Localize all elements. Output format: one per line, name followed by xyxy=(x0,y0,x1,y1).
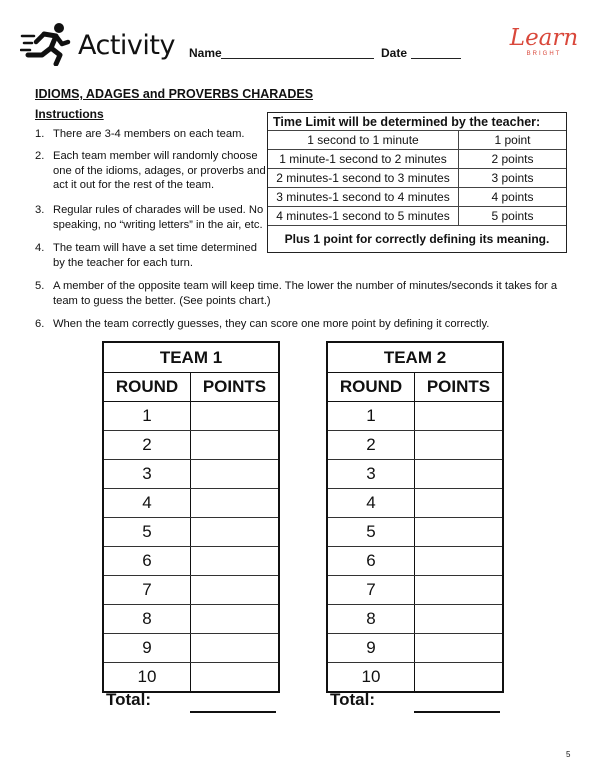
points-header: POINTS xyxy=(202,377,267,396)
time-limit-heading: Time Limit will be determined by the teacher: xyxy=(268,113,566,131)
instruction-text: team to guess the better. (See points chart.) xyxy=(53,294,271,307)
time-range: 3 minutes-1 second to 4 minutes xyxy=(268,188,459,206)
table-row xyxy=(328,547,502,576)
table-row xyxy=(328,605,502,634)
logo-word: Learn xyxy=(509,25,579,51)
instruction-text: Regular rules of charades will be used. No xyxy=(53,204,264,216)
points-cell[interactable] xyxy=(191,489,278,517)
round-number: 5 xyxy=(328,518,415,546)
time-range: 2 minutes-1 second to 3 minutes xyxy=(268,169,459,187)
points-value: 4 points xyxy=(491,190,534,204)
points-cell[interactable] xyxy=(415,663,502,691)
table-row xyxy=(268,150,566,169)
points-cell[interactable] xyxy=(415,489,502,517)
table-row xyxy=(104,518,278,547)
round-header: ROUND xyxy=(328,373,415,401)
instruction-text: act it out for the rest of the team. xyxy=(53,179,215,191)
table-row xyxy=(104,634,278,663)
instruction-item-6 xyxy=(35,317,580,333)
instruction-text: one of the idioms, adages, or proverbs and xyxy=(53,164,266,177)
points-cell[interactable] xyxy=(191,605,278,633)
instruction-text: speaking, no “writing letters” in the air, etc. xyxy=(53,218,263,231)
points-value: 3 points xyxy=(491,171,534,185)
round-number: 3 xyxy=(328,460,415,488)
team-2-score-table xyxy=(326,341,504,693)
table-row xyxy=(328,518,502,547)
instruction-number: 2. xyxy=(35,150,45,162)
instruction-number: 3. xyxy=(35,204,45,216)
points-cell[interactable] xyxy=(415,431,502,459)
instruction-item-2 xyxy=(35,149,270,197)
bonus-point-note: Plus 1 point for correctly defining its meaning. xyxy=(284,232,550,246)
instruction-number: 4. xyxy=(35,242,45,254)
instruction-item-3 xyxy=(35,203,275,235)
points-cell[interactable] xyxy=(415,576,502,604)
round-number: 9 xyxy=(328,634,415,662)
table-row xyxy=(268,169,566,188)
points-header: POINTS xyxy=(426,377,491,396)
time-limit-table xyxy=(267,112,567,253)
table-row xyxy=(104,489,278,518)
activity-title: Activity xyxy=(78,30,175,61)
table-row xyxy=(104,402,278,431)
table-row xyxy=(268,131,566,150)
table-row xyxy=(104,547,278,576)
score-header-row xyxy=(328,373,502,402)
team-title: TEAM 2 xyxy=(328,343,502,373)
points-cell[interactable] xyxy=(191,576,278,604)
round-number: 5 xyxy=(104,518,191,546)
points-cell[interactable] xyxy=(191,547,278,575)
round-number: 1 xyxy=(104,402,191,430)
round-number: 2 xyxy=(328,431,415,459)
round-number: 10 xyxy=(104,663,191,691)
points-value: 2 points xyxy=(491,152,534,166)
team-2-total-label: Total: xyxy=(330,690,376,709)
table-row xyxy=(328,489,502,518)
points-cell[interactable] xyxy=(415,634,502,662)
table-row xyxy=(328,431,502,460)
points-value: 5 points xyxy=(491,209,534,223)
page-title: IDIOMS, ADAGES and PROVERBS CHARADES xyxy=(35,87,314,101)
table-row xyxy=(328,576,502,605)
learn-bright-logo xyxy=(508,26,580,57)
team-1-total-label: Total: xyxy=(106,690,152,709)
table-row xyxy=(268,188,566,207)
instruction-number: 5. xyxy=(35,280,45,292)
round-number: 6 xyxy=(328,547,415,575)
points-value: 1 point xyxy=(494,133,531,147)
table-row xyxy=(104,663,278,691)
points-cell[interactable] xyxy=(191,634,278,662)
points-cell[interactable] xyxy=(191,402,278,430)
instruction-text: A member of the opposite team will keep time. The lower the number of minutes/seconds it takes for a xyxy=(53,280,558,292)
points-cell[interactable] xyxy=(191,663,278,691)
team-1-score-table xyxy=(102,341,280,693)
runner-icon xyxy=(20,22,72,66)
points-cell[interactable] xyxy=(191,431,278,459)
instruction-text: Each team member will randomly choose xyxy=(53,150,258,162)
page-number: 5 xyxy=(566,750,571,759)
logo-subtext: BRIGHT xyxy=(526,51,562,57)
instruction-item-1 xyxy=(35,127,265,143)
instruction-text: There are 3-4 members on each team. xyxy=(53,128,245,140)
round-number: 2 xyxy=(104,431,191,459)
round-number: 3 xyxy=(104,460,191,488)
round-number: 6 xyxy=(104,547,191,575)
round-number: 7 xyxy=(104,576,191,604)
instruction-item-5 xyxy=(35,279,580,311)
instruction-number: 1. xyxy=(35,128,45,140)
points-cell[interactable] xyxy=(191,518,278,546)
team-1-total-blank[interactable] xyxy=(190,711,276,713)
instruction-text: by the teacher for each turn. xyxy=(53,256,193,269)
round-number: 8 xyxy=(104,605,191,633)
time-range: 1 second to 1 minute xyxy=(268,131,459,149)
table-row xyxy=(104,576,278,605)
round-number: 4 xyxy=(328,489,415,517)
instruction-text: When the team correctly guesses, they can score one more point by defining it correctly. xyxy=(53,318,490,330)
instructions-heading: Instructions xyxy=(35,107,104,121)
team-title: TEAM 1 xyxy=(104,343,278,373)
date-blank[interactable] xyxy=(411,58,461,59)
table-row xyxy=(268,207,566,226)
points-cell[interactable] xyxy=(415,460,502,488)
table-row xyxy=(328,460,502,489)
points-cell[interactable] xyxy=(415,547,502,575)
round-number: 9 xyxy=(104,634,191,662)
name-label: Name xyxy=(189,46,222,60)
round-number: 4 xyxy=(104,489,191,517)
instruction-text: The team will have a set time determined xyxy=(53,242,257,254)
points-cell[interactable] xyxy=(415,518,502,546)
time-range: 4 minutes-1 second to 5 minutes xyxy=(268,207,459,225)
time-range: 1 minute-1 second to 2 minutes xyxy=(268,150,459,168)
table-row xyxy=(328,634,502,663)
round-number: 8 xyxy=(328,605,415,633)
team-2-total-blank[interactable] xyxy=(414,711,500,713)
name-blank[interactable] xyxy=(221,58,374,59)
points-cell[interactable] xyxy=(415,605,502,633)
table-row xyxy=(104,605,278,634)
points-cell[interactable] xyxy=(415,402,502,430)
date-label: Date xyxy=(381,46,408,60)
table-row xyxy=(104,431,278,460)
instruction-item-4 xyxy=(35,241,265,273)
points-cell[interactable] xyxy=(191,460,278,488)
score-header-row xyxy=(104,373,278,402)
round-header: ROUND xyxy=(104,373,191,401)
round-number: 7 xyxy=(328,576,415,604)
instruction-number: 6. xyxy=(35,318,45,330)
round-number: 1 xyxy=(328,402,415,430)
table-row xyxy=(104,460,278,489)
round-number: 10 xyxy=(328,663,415,691)
table-row xyxy=(328,402,502,431)
table-row xyxy=(328,663,502,691)
